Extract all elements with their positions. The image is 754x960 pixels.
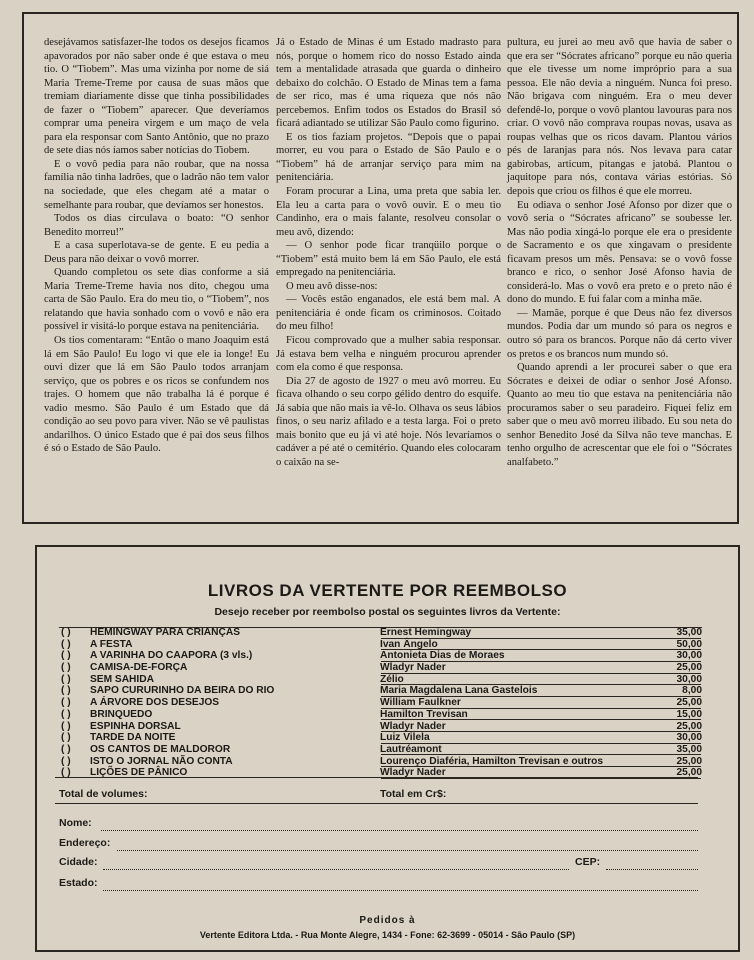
book-price: 30,00 [676, 673, 702, 685]
book-price: 25,00 [676, 697, 702, 709]
story-paragraph: Já o Estado de Minas é um Estado madrasto para nós, porque o homem rico do nosso Estado ainda tem a mentalidade atrasada que guarda o dinheiro debaixo do colchão. O Estado de Minas tem a fama de ser rico, mas é uma riqueza que nós não percebemos. Enfim todos os Estados do Brasil só ficará adiantado se utilizar São Paulo como figurino. [276, 37, 501, 130]
divider [55, 777, 698, 778]
book-price: 8,00 [682, 685, 702, 697]
book-title: OS CANTOS DE MALDOROR [90, 743, 231, 755]
cep-label: CEP: [575, 856, 601, 868]
book-checkbox[interactable]: ( ) [61, 732, 71, 744]
book-row [59, 650, 702, 662]
book-author: Lautréamont [380, 743, 442, 755]
story-paragraph: — Mamãe, porque é que Deus não fez diversos mundos. Podia dar um mundo só para os negros e outro só para os brancos. Porque não dá certo viver os pretos e os brancos num mundo só. [507, 307, 732, 360]
book-price: 25,00 [676, 662, 702, 674]
book-author: Lourenço Diaféria, Hamilton Trevisan e outros [380, 755, 604, 767]
story-paragraph: Quando aprendi a ler procurei saber o que era Sócrates e deixei de odiar o senhor José Afonso. Quanto ao meu tio que estava na penitenciária não procuramos saber o seu paradeiro. Fiquei feliz em saber que o meu avô morreu ilibado. Eu sou neta do senhor Benedito José da Silva não teve manchas. E tenho orgulho de acrescentar que ele foi o “Sócrates analfabeto.” [507, 362, 732, 468]
book-row [59, 709, 702, 721]
book-checkbox[interactable]: ( ) [61, 685, 71, 697]
book-checkbox[interactable]: ( ) [61, 708, 71, 720]
book-checkbox[interactable]: ( ) [61, 638, 71, 650]
book-author: William Faulkner [380, 697, 461, 709]
book-author: Luiz Vilela [380, 732, 430, 744]
book-title: BRINQUEDO [90, 708, 153, 720]
book-author: Maria Magdalena Lana Gastelois [380, 685, 538, 697]
book-checkbox[interactable]: ( ) [61, 767, 71, 779]
book-author: Antonieta Dias de Moraes [380, 650, 505, 662]
story-paragraph: E a casa superlotava-se de gente. E eu pedia a Deus para não deixar o vovô morrer. [44, 240, 269, 265]
book-row [59, 639, 702, 651]
story-paragraph: desejávamos satisfazer-lhe todos os desejos ficamos apavorados por não saber onde é que estava o meu tio. O “Tiobem”. Mas uma vizinha por nome de siá Maria Treme-Treme por causa de suas mãos que tremiam diariamente disse que tinha possibilidades de fazer o “Tiobem” aparecer. Que deveríamos comprar uma peneira virgem e um maço de vela para ela responsar com Santo Antônio, que no prazo de sete dias nós íamos saber notícias do Tiobem. [44, 37, 269, 157]
book-checkbox[interactable]: ( ) [61, 755, 71, 767]
story-column-1 [44, 36, 269, 456]
book-row [59, 697, 702, 709]
story-paragraph: — O senhor pode ficar tranqüilo porque o “Tiobem” está muito bem lá em São Paulo, ele está empregado na penitenciária. [276, 240, 501, 279]
book-title: A VARINHA DO CAAPORA (3 vls.) [90, 650, 253, 662]
book-row [59, 662, 702, 674]
book-price: 50,00 [676, 638, 702, 650]
book-checkbox[interactable]: ( ) [61, 743, 71, 755]
book-price: 35,00 [676, 743, 702, 755]
book-row [59, 685, 702, 697]
book-checkbox[interactable]: ( ) [61, 662, 71, 674]
address-label: Endereço: [59, 837, 111, 849]
book-row [59, 744, 702, 756]
footer-title: Pedidos à [359, 915, 416, 926]
book-row [59, 732, 702, 744]
book-title: ISTO O JORNAL NÃO CONTA [90, 755, 233, 767]
story-paragraph: Quando completou os sete dias conforme a siá Maria Treme-Treme havia nos dito, chegou uma carta de São Paulo. Era do meu tio, o “Tiobem”, nos relatando que havia sonhado com o vovô e não era possível ir visitá-lo porque estava na penitenciária. [44, 267, 269, 333]
cep-field[interactable] [606, 869, 698, 870]
book-checkbox[interactable]: ( ) [61, 627, 71, 638]
book-title: A ÁRVORE DOS DESEJOS [90, 697, 220, 709]
book-author: Ivan Ângelo [380, 638, 438, 650]
book-row [59, 627, 702, 639]
story-paragraph: O meu avô disse-nos: [286, 280, 378, 292]
name-label: Nome: [59, 817, 92, 829]
book-price: 25,00 [676, 720, 702, 732]
book-title: LIÇÕES DE PÂNICO [90, 767, 188, 779]
book-checkbox[interactable]: ( ) [61, 720, 71, 732]
book-title: CAMISA-DE-FORÇA [90, 662, 188, 674]
book-price: 35,00 [676, 627, 702, 638]
book-title: HEMINGWAY PARA CRIANÇAS [90, 627, 240, 638]
book-row [59, 721, 702, 733]
city-label: Cidade: [59, 856, 98, 868]
book-row [59, 674, 702, 686]
book-title: ESPINHA DORSAL [90, 720, 181, 732]
book-checkbox[interactable]: ( ) [61, 697, 71, 709]
book-price: 15,00 [676, 708, 702, 720]
book-author: Hamilton Trevisan [380, 708, 468, 720]
city-field[interactable] [103, 869, 569, 870]
book-price: 25,00 [676, 767, 702, 779]
story-column-3 [507, 36, 732, 470]
story-paragraph: — Vocês estão enganados, ele está bem mal. A penitenciária é onde ficam os criminosos. Coitado do meu filho! [276, 294, 501, 333]
divider [55, 803, 698, 804]
book-author: Zélio [380, 673, 404, 685]
story-box [22, 12, 739, 524]
form-subtitle: Desejo receber por reembolso postal os seguintes livros da Vertente: [214, 606, 561, 618]
book-author: Wladyr Nader [380, 662, 446, 674]
story-paragraph: Eu odiava o senhor José Afonso por dizer que o vovô seria o “Sócrates africano” se soubesse ler. Mas não podia xingá-lo porque ele era o presidente de Sacramento e os que xingavam o presidente ficavam presos um mês. Pensava: se o vovô fosse branco e rico, o senhor José Afonso havia de considerá-lo. Mas o vovô era preto e o preto não é dono do mundo. E fui falar com a minha mãe. [507, 199, 732, 306]
state-field[interactable] [103, 890, 698, 891]
total-volumes-label: Total de volumes: [59, 788, 148, 800]
book-title: A FESTA [90, 638, 133, 650]
book-author: Wladyr Nader [380, 767, 446, 779]
book-title: SAPO CURURINHO DA BEIRA DO RIO [90, 685, 275, 697]
book-author: Wladyr Nader [380, 720, 446, 732]
book-title: SEM SAHIDA [90, 673, 154, 685]
story-paragraph: E o vovô pedia para não roubar, que na nossa família não tinha ladrões, que o ladrão não tem valor na sociedade, que eles chegam até a matar o semelhante para roubar, que devíamos ser honestos. [44, 158, 269, 211]
story-paragraph: Dia 27 de agosto de 1927 o meu avô morreu. Eu ficava olhando o seu corpo gélido dentro do esquife. Já sabia que não mais ia vê-lo. Olhava os seus lábios finos, o seu nariz afilado e a testa larga. Foi o preto mais bonito que eu já vi até hoje. Nós levaríamos o cadáver a pé até o cemitério. Quando eles colocaram o caixão na se- [276, 375, 501, 468]
story-paragraph: E os tios faziam projetos. “Depois que o papai morrer, eu vou para o Estado de São Paulo e o “Tiobem” há de arranjar serviço para mim na penitenciária. [276, 131, 501, 184]
book-price: 30,00 [676, 732, 702, 744]
book-row [59, 756, 702, 768]
book-checkbox[interactable]: ( ) [61, 650, 71, 662]
story-paragraph: pultura, eu jurei ao meu avô que havia de saber o que era ser “Sócrates africano” porque eu não queria que ele tivesse um nome impróprio para a sua pessoa. Ele não devia a ninguém. Nunca foi preso. Não brigava com ninguém. Era o meu dever defendê-lo, porque o vovô plantou lavouras para nos criar. O vovô não comprava roupas novas, usava as roupas velhas que os ricos davam. Plantou vários pés de laranjas para nós. Nos levava para catar gabirobas, articum, pitangas e jatobá. Plantou o jaquitope para nós, contava várias estórias. Só depois que criou os filhos é que ele morreu. [507, 37, 732, 198]
story-paragraph: Foram procurar a Lina, uma preta que sabia ler. Ela leu a carta para o vovô ouvir. E o meu tio Candinho, era o mais falante, resolveu consolar o meu avô, dizendo: [276, 186, 501, 238]
name-field[interactable] [101, 830, 698, 831]
book-author: Ernest Hemingway [380, 627, 472, 638]
book-price: 30,00 [676, 650, 702, 662]
book-price: 25,00 [676, 755, 702, 767]
story-paragraph: Todos os dias circulava o boato: “O senhor Benedito morreu!” [44, 213, 269, 238]
form-title: LIVROS DA VERTENTE POR REEMBOLSO [207, 581, 568, 600]
story-column-2 [276, 36, 501, 470]
book-title: TARDE DA NOITE [90, 732, 176, 744]
story-paragraph: Ficou comprovado que a mulher sabia responsar. Já estava bem velha e ninguém procurou aprender com ela como é que responsa. [276, 335, 501, 374]
book-list [59, 627, 702, 779]
total-price-label: Total em Cr$: [380, 788, 447, 800]
state-label: Estado: [59, 877, 98, 889]
story-paragraph: Os tios comentaram: “Então o mano Joaquim está lá em São Paulo! Eu logo vi que ele ia longe! Eu ouvi dizer que lá em São Paulo todos arranjam serviço, que os pobres e os ricos se confundem nos trajes. O homem que não trabalha lá é porque é vadio mesmo. São Paulo é um Estado que dá condição ao seu povo para viver. Não se vê paulistas andarilhos. O único Estado que é pai dos seus filhos é só o Estado de São Paulo. [44, 335, 269, 455]
address-field[interactable] [117, 850, 698, 851]
book-checkbox[interactable]: ( ) [61, 673, 71, 685]
footer-address: Vertente Editora Ltda. - Rua Monte Alegre, 1434 - Fone: 62-3699 - 05014 - São Paulo (SP) [199, 930, 576, 940]
order-form [35, 545, 740, 952]
